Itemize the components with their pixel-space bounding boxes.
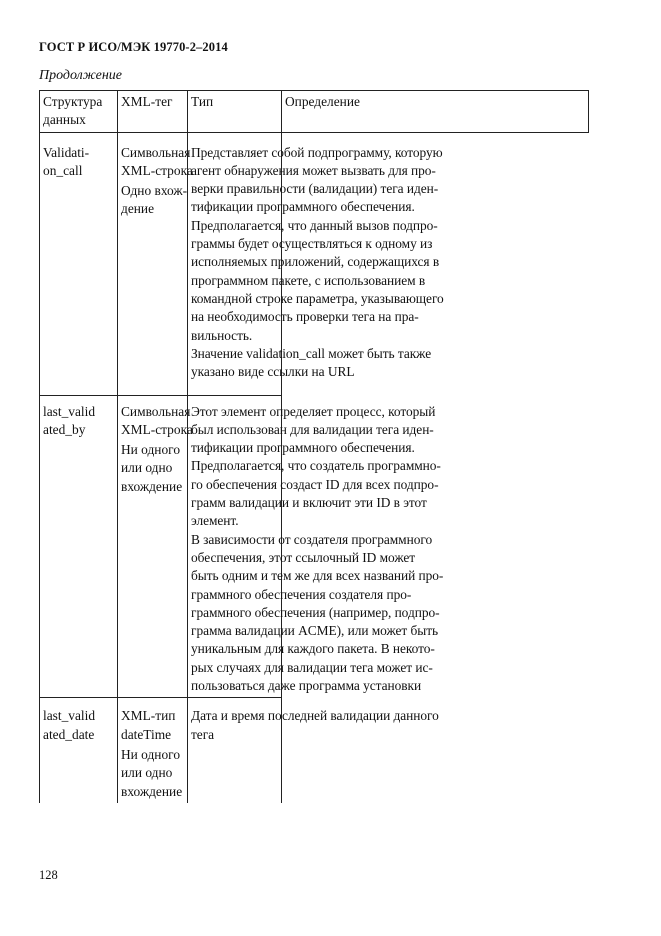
column-header-definition: Определение bbox=[282, 91, 589, 133]
column-header-tag: XML-тег bbox=[118, 91, 188, 133]
occurrence-line: вхождение bbox=[121, 478, 183, 494]
structure-label-line: данных bbox=[43, 112, 86, 128]
type-cell bbox=[118, 132, 193, 395]
type-line: Символьная bbox=[121, 144, 191, 160]
definition-line: тега bbox=[191, 726, 215, 742]
definition-cell bbox=[188, 132, 444, 395]
definition-line: В зависимости от создателя программного bbox=[191, 531, 433, 547]
definition-line: был использован для валидации тега иден- bbox=[191, 421, 434, 437]
tag-cell bbox=[40, 132, 118, 395]
occurrence-line: или одно bbox=[121, 460, 173, 476]
type-line: XML-тип bbox=[121, 708, 176, 724]
definition-line: пользоваться даже программа установки bbox=[191, 678, 422, 694]
occurrence-line: вхождение bbox=[121, 783, 183, 799]
definition-line: командной строке параметра, указывающего bbox=[191, 290, 444, 306]
definition-line: тификации программного обеспечения. bbox=[191, 199, 415, 215]
definition-line: обеспечения, этот ссылочный ID может bbox=[191, 549, 416, 565]
definition-line: уникальным для каждого пакета. В некото- bbox=[191, 641, 435, 657]
tag-line: last_valid bbox=[43, 708, 96, 724]
type-line: Символьная bbox=[121, 403, 191, 419]
continuation-label: Продолжение bbox=[39, 68, 122, 83]
definition-line: программном пакете, с использованием в bbox=[191, 272, 426, 288]
type-line: XML-строка bbox=[121, 162, 193, 178]
type-line: dateTime bbox=[121, 726, 172, 742]
definition-line: тификации программного обеспечения. bbox=[191, 440, 415, 456]
definition-line: элемент. bbox=[191, 513, 239, 529]
definition-cell bbox=[188, 395, 444, 698]
type-cell bbox=[118, 395, 193, 698]
definition-line: Этот элемент определяет процесс, который bbox=[191, 403, 436, 419]
table-row bbox=[40, 698, 589, 803]
structure-label-line: Структура bbox=[43, 94, 103, 109]
definition-line: граммы будет осуществляться к одному из bbox=[191, 236, 433, 252]
type-cell bbox=[118, 698, 188, 803]
tag-line: ated_date bbox=[43, 726, 95, 742]
definition-line: указано виде ссылки на URL bbox=[191, 364, 355, 380]
occurrence-line: Одно вхож- bbox=[121, 183, 188, 199]
definition-line: верки правильности (валидации) тега иден- bbox=[191, 181, 439, 197]
type-line: XML-строка bbox=[121, 421, 193, 437]
definition-line: граммного обеспечения создателя про- bbox=[191, 586, 412, 602]
definition-line: грамм валидации и включит эти ID в этот bbox=[191, 495, 427, 511]
definition-line: грамма валидации ACME), или может быть bbox=[191, 623, 439, 639]
tag-line: on_call bbox=[43, 162, 83, 178]
tag-line: Validati- bbox=[43, 144, 90, 160]
occurrence-line: Ни одного bbox=[121, 442, 181, 458]
table-header-row bbox=[40, 91, 589, 133]
table-row bbox=[40, 132, 589, 395]
definition-line: исполняемых приложений, содержащихся в bbox=[191, 254, 440, 270]
definition-line: Предполагается, что создатель программно- bbox=[191, 458, 441, 474]
definitions-table bbox=[39, 90, 589, 803]
tag-line: last_valid bbox=[43, 403, 96, 419]
structure-cell bbox=[40, 91, 118, 133]
definition-line: го обеспечения создаст ID для всех подпро- bbox=[191, 476, 439, 492]
occurrence-line: или одно bbox=[121, 765, 173, 781]
definition-line: агент обнаружения может вызвать для про- bbox=[191, 162, 436, 178]
definition-line: Представляет собой подпрограмму, которую bbox=[191, 144, 443, 160]
occurrence-line: Ни одного bbox=[121, 746, 181, 762]
definition-line: быть одним и тем же для всех названий про- bbox=[191, 568, 444, 584]
occurrence-line: дение bbox=[121, 201, 155, 217]
table-row bbox=[40, 395, 589, 698]
definition-line: Предполагается, что данный вызов подпро- bbox=[191, 217, 438, 233]
definition-line: на необходимость проверки тега на пра- bbox=[191, 309, 419, 325]
definition-line: Дата и время последней валидации данного bbox=[191, 708, 439, 724]
definition-line: граммного обеспечения (например, подпро- bbox=[191, 604, 440, 620]
page-number: 128 bbox=[39, 868, 58, 882]
document-header: ГОСТ Р ИСО/МЭК 19770-2–2014 bbox=[39, 40, 228, 54]
definition-cell bbox=[188, 698, 439, 803]
definition-line: Значение validation_call может быть также bbox=[191, 345, 432, 361]
definition-line: вильность. bbox=[191, 327, 253, 343]
tag-line: ated_by bbox=[43, 421, 86, 437]
tag-cell bbox=[40, 698, 118, 803]
tag-cell bbox=[40, 395, 118, 698]
definition-line: рых случаях для валидации тега может ис- bbox=[191, 659, 433, 675]
column-header-type: Тип bbox=[188, 91, 282, 133]
